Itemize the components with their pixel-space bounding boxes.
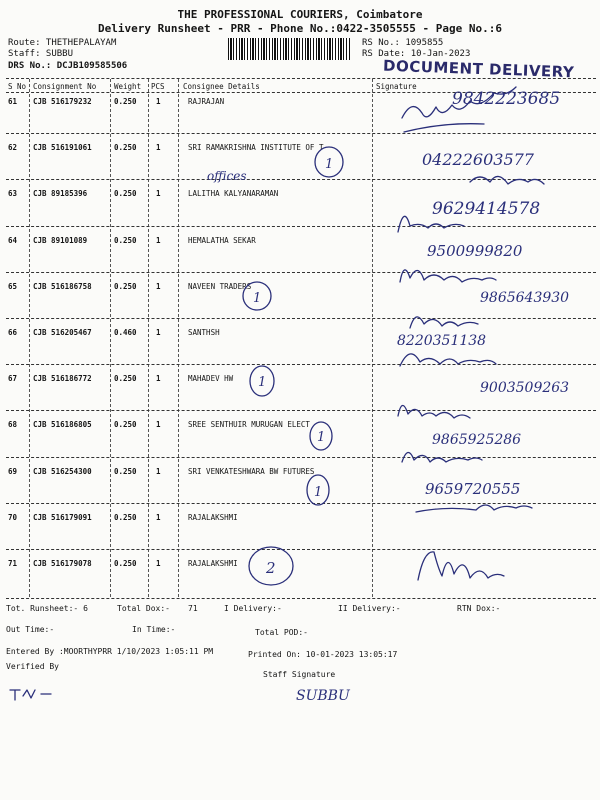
row-weight: 0.250 [114,143,137,153]
company-title: THE PROFESSIONAL COURIERS, Coimbatore [177,8,423,21]
svg-text:1: 1 [253,291,262,306]
col-signature: Signature [376,82,417,91]
col-consignment: Consignment No [33,82,97,91]
hand-phone-5: 9865643930 [480,290,570,306]
i-delivery: I Delivery:- [224,604,282,613]
signature-row-70-71 [418,552,504,580]
verified-by: Verified By [6,662,59,671]
row-sno: 65 [8,281,18,291]
hand-note-offices: offices [207,169,247,183]
total-pod: Total POD:- [255,628,308,637]
svg-text:1: 1 [317,430,326,445]
row-consignee: HEMALATHA SEKAR [188,235,256,245]
signature-row-64 [400,270,496,282]
total-dox-value: 71 [188,604,198,613]
row-sno: 70 [8,512,18,522]
row-sno: 66 [8,328,18,337]
footer-top-rule [6,598,596,599]
row-weight: 0.250 [114,281,137,291]
svg-text:1: 1 [314,485,323,500]
row-sno: 67 [8,374,18,384]
row-consignment: CJB 516179232 [33,97,92,106]
hand-phone-4: 9500999820 [427,242,523,260]
row-weight: 0.460 [114,328,137,337]
row-pcs: 1 [156,559,161,568]
row-consignee: LALITHA KALYANARAMAN [188,189,279,199]
row-consignment: CJB 516186758 [33,281,92,291]
row-pcs: 1 [156,328,161,337]
row-sno: 63 [8,189,18,199]
tot-runsheet: Tot. Runsheet:- 6 [6,604,88,613]
total-dox-label: Total Dox:- [117,604,170,613]
row-consignment: CJB 516186805 [33,420,92,430]
row-weight: 0.250 [114,420,137,430]
hand-phone-9: 9659720555 [425,480,521,498]
staff-signature-hand: SUBBU [296,688,350,704]
rs-date: RS Date: 10-Jan-2023 [362,49,471,59]
row-weight: 0.250 [114,235,137,245]
row-pcs: 1 [156,512,161,522]
entered-by: Entered By :MOORTHYPRR 1/10/2023 1:05:11 PM [6,647,214,656]
row-weight: 0.250 [114,559,137,568]
row-weight: 0.250 [114,512,137,522]
out-time: Out Time:- [6,625,55,634]
drs-number: DRS No.: DCJB109585506 [8,61,128,71]
row-consignment: CJB 89101089 [33,235,88,245]
rtn-dox: RTN Dox:- [457,604,501,613]
hand-phone-2: 04222603577 [422,150,534,169]
row-consignee: MAHADEV HW [188,374,234,384]
row-pcs: 1 [156,374,161,384]
signature-row-68 [402,452,482,462]
row-consignment: CJB 516179091 [33,512,92,522]
row-consignment: CJB 516205467 [33,328,92,337]
row-consignment: CJB 89185396 [33,189,88,199]
row-weight: 0.250 [114,466,137,476]
staff-label: Staff: SUBBU [8,49,74,59]
row-consignee: SRI RAMAKRISHNA INSTITUTE OF T [188,143,324,153]
row-sno: 64 [8,235,18,245]
staff-signature-label: Staff Signature [263,670,336,679]
row-consignee: SRI VENKATESHWARA BW FUTURES [188,466,315,476]
row-sno: 71 [8,559,18,568]
row-pcs: 1 [156,97,161,106]
signature-row-65 [410,317,478,328]
row-weight: 0.250 [114,374,137,384]
signature-row-67 [398,405,470,418]
printed-on: Printed On: 10-01-2023 13:05:17 [248,650,398,659]
row-sno: 69 [8,466,18,476]
row-pcs: 1 [156,281,161,291]
row-sno: 68 [8,420,18,430]
hand-phone-8: 9865925286 [432,432,522,448]
row-pcs: 1 [156,189,161,199]
hand-count-1: 1 [325,157,334,172]
signature-row-66 [400,354,496,366]
row-pcs: 1 [156,235,161,245]
row-consignment: CJB 516179078 [33,559,92,568]
signature-row-69 [416,505,532,512]
row-consignee: RAJALAKSHMI [188,512,238,522]
row-consignee: RAJRAJAN [188,97,225,106]
row-consignee: NAVEEN TRADERS [188,281,252,291]
in-time: In Time:- [132,625,176,634]
row-consignment: CJB 516191061 [33,143,92,153]
row-pcs: 1 [156,143,161,153]
runsheet-subtitle: Delivery Runsheet - PRR - Phone No.:0422-3505555 - Page No.:6 [98,22,502,35]
row-consignee: SANTHSH [188,328,220,337]
col-pcs: PCS [151,82,165,91]
rs-number: RS No.: 1095855 [362,38,444,48]
row-consignment: CJB 516254300 [33,466,92,476]
row-weight: 0.250 [114,189,137,199]
row-consignee: SREE SENTHUIR MURUGAN ELECT [188,420,310,430]
verified-by-signature [10,690,51,700]
hand-phone-3: 9629414578 [432,199,541,219]
hand-phone-7: 9003509263 [480,380,570,396]
row-pcs: 1 [156,420,161,430]
col-weight: Weight [114,82,142,91]
hand-count-2: 2 [266,559,276,577]
row-sno: 62 [8,143,18,153]
col-consignee: Consignee Details [183,82,260,91]
hand-phone-1: 9842223685 [452,89,561,109]
col-sno: S No [8,82,27,91]
route-label: Route: THETHEPALAYAM [8,38,117,48]
row-consignment: CJB 516186772 [33,374,92,384]
signature-row-62 [470,176,544,184]
ii-delivery: II Delivery:- [338,604,401,613]
document-delivery-stamp: DOCUMENT DELIVERY [382,56,575,82]
row-pcs: 1 [156,466,161,476]
row-weight: 0.250 [114,97,137,106]
row-consignee: RAJALAKSHMI [188,559,238,568]
hand-phone-6: 8220351138 [397,333,487,349]
svg-text:1: 1 [258,375,267,390]
row-sno: 61 [8,97,18,106]
